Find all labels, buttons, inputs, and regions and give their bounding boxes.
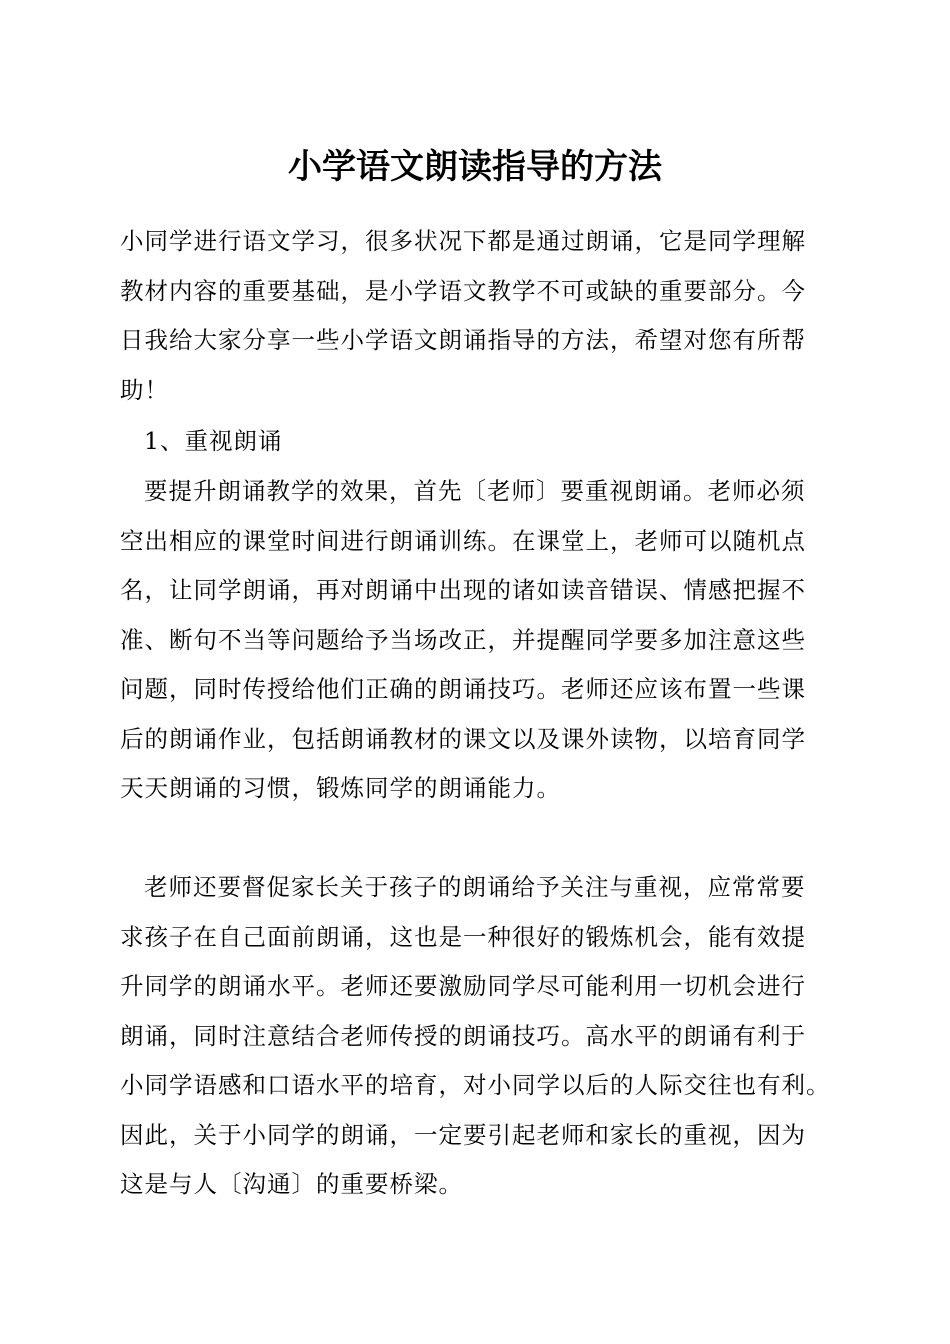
paragraph-line: 助！	[120, 375, 169, 404]
paragraph-line: 日我给大家分享一些小学语文朗诵指导的方法，希望对您有所帮	[120, 326, 806, 354]
paragraph-line: 后的朗诵作业，包括朗诵教材的课文以及课外读物，以培育同学	[120, 724, 806, 753]
paragraph-line: 老师还要督促家长关于孩子的朗诵给予关注与重视，应常常要	[144, 873, 806, 901]
paragraph-line: 教材内容的重要基础，是小学语文教学不可或缺的重要部分。今	[120, 276, 806, 305]
paragraph-line: 求孩子在自己面前朗诵，这也是一种很好的锻炼机会，能有效提	[120, 922, 806, 951]
intro-paragraph	[120, 217, 832, 415]
paragraph-line: 问题，同时传授给他们正确的朗诵技巧。老师还应该布置一些课	[120, 675, 806, 703]
section-heading	[120, 417, 832, 467]
paragraph-line: 这是与人〔沟通〕的重要桥梁。	[120, 1170, 463, 1198]
paragraph-line: 空出相应的课堂时间进行朗诵训练。在课堂上，老师可以随机点	[120, 526, 806, 555]
paragraph-line: 要提升朗诵教学的效果，首先〔老师〕要重视朗诵。老师必须	[144, 477, 806, 505]
paragraph-line: 名，让同学朗诵，再对朗诵中出现的诸如读音错误、情感把握不	[120, 576, 806, 604]
paragraph-line: 天天朗诵的习惯，锻炼同学的朗诵能力。	[120, 774, 561, 802]
paragraph-line: 朗诵，同时注意结合老师传授的朗诵技巧。高水平的朗诵有利于	[120, 1021, 806, 1050]
paragraph-line: 因此，关于小同学的朗诵，一定要引起老师和家长的重视，因为	[120, 1120, 806, 1149]
section-paragraph	[120, 863, 832, 1210]
section-paragraph	[120, 467, 832, 814]
paragraph-line: 小同学语感和口语水平的培育，对小同学以后的人际交往也有利。	[120, 1071, 831, 1099]
paragraph-line: 小同学进行语文学习，很多状况下都是通过朗诵，它是同学理解	[120, 227, 806, 255]
paragraph-line: 升同学的朗诵水平。老师还要激励同学尽可能利用一切机会进行	[120, 972, 806, 1000]
paragraph-line: 准、断句不当等问题给予当场改正，并提醒同学要多加注意这些	[120, 625, 806, 654]
document-title: 小学语文朗读指导的方法	[288, 147, 662, 187]
section-heading-text: 1、重视朗诵	[144, 427, 283, 455]
